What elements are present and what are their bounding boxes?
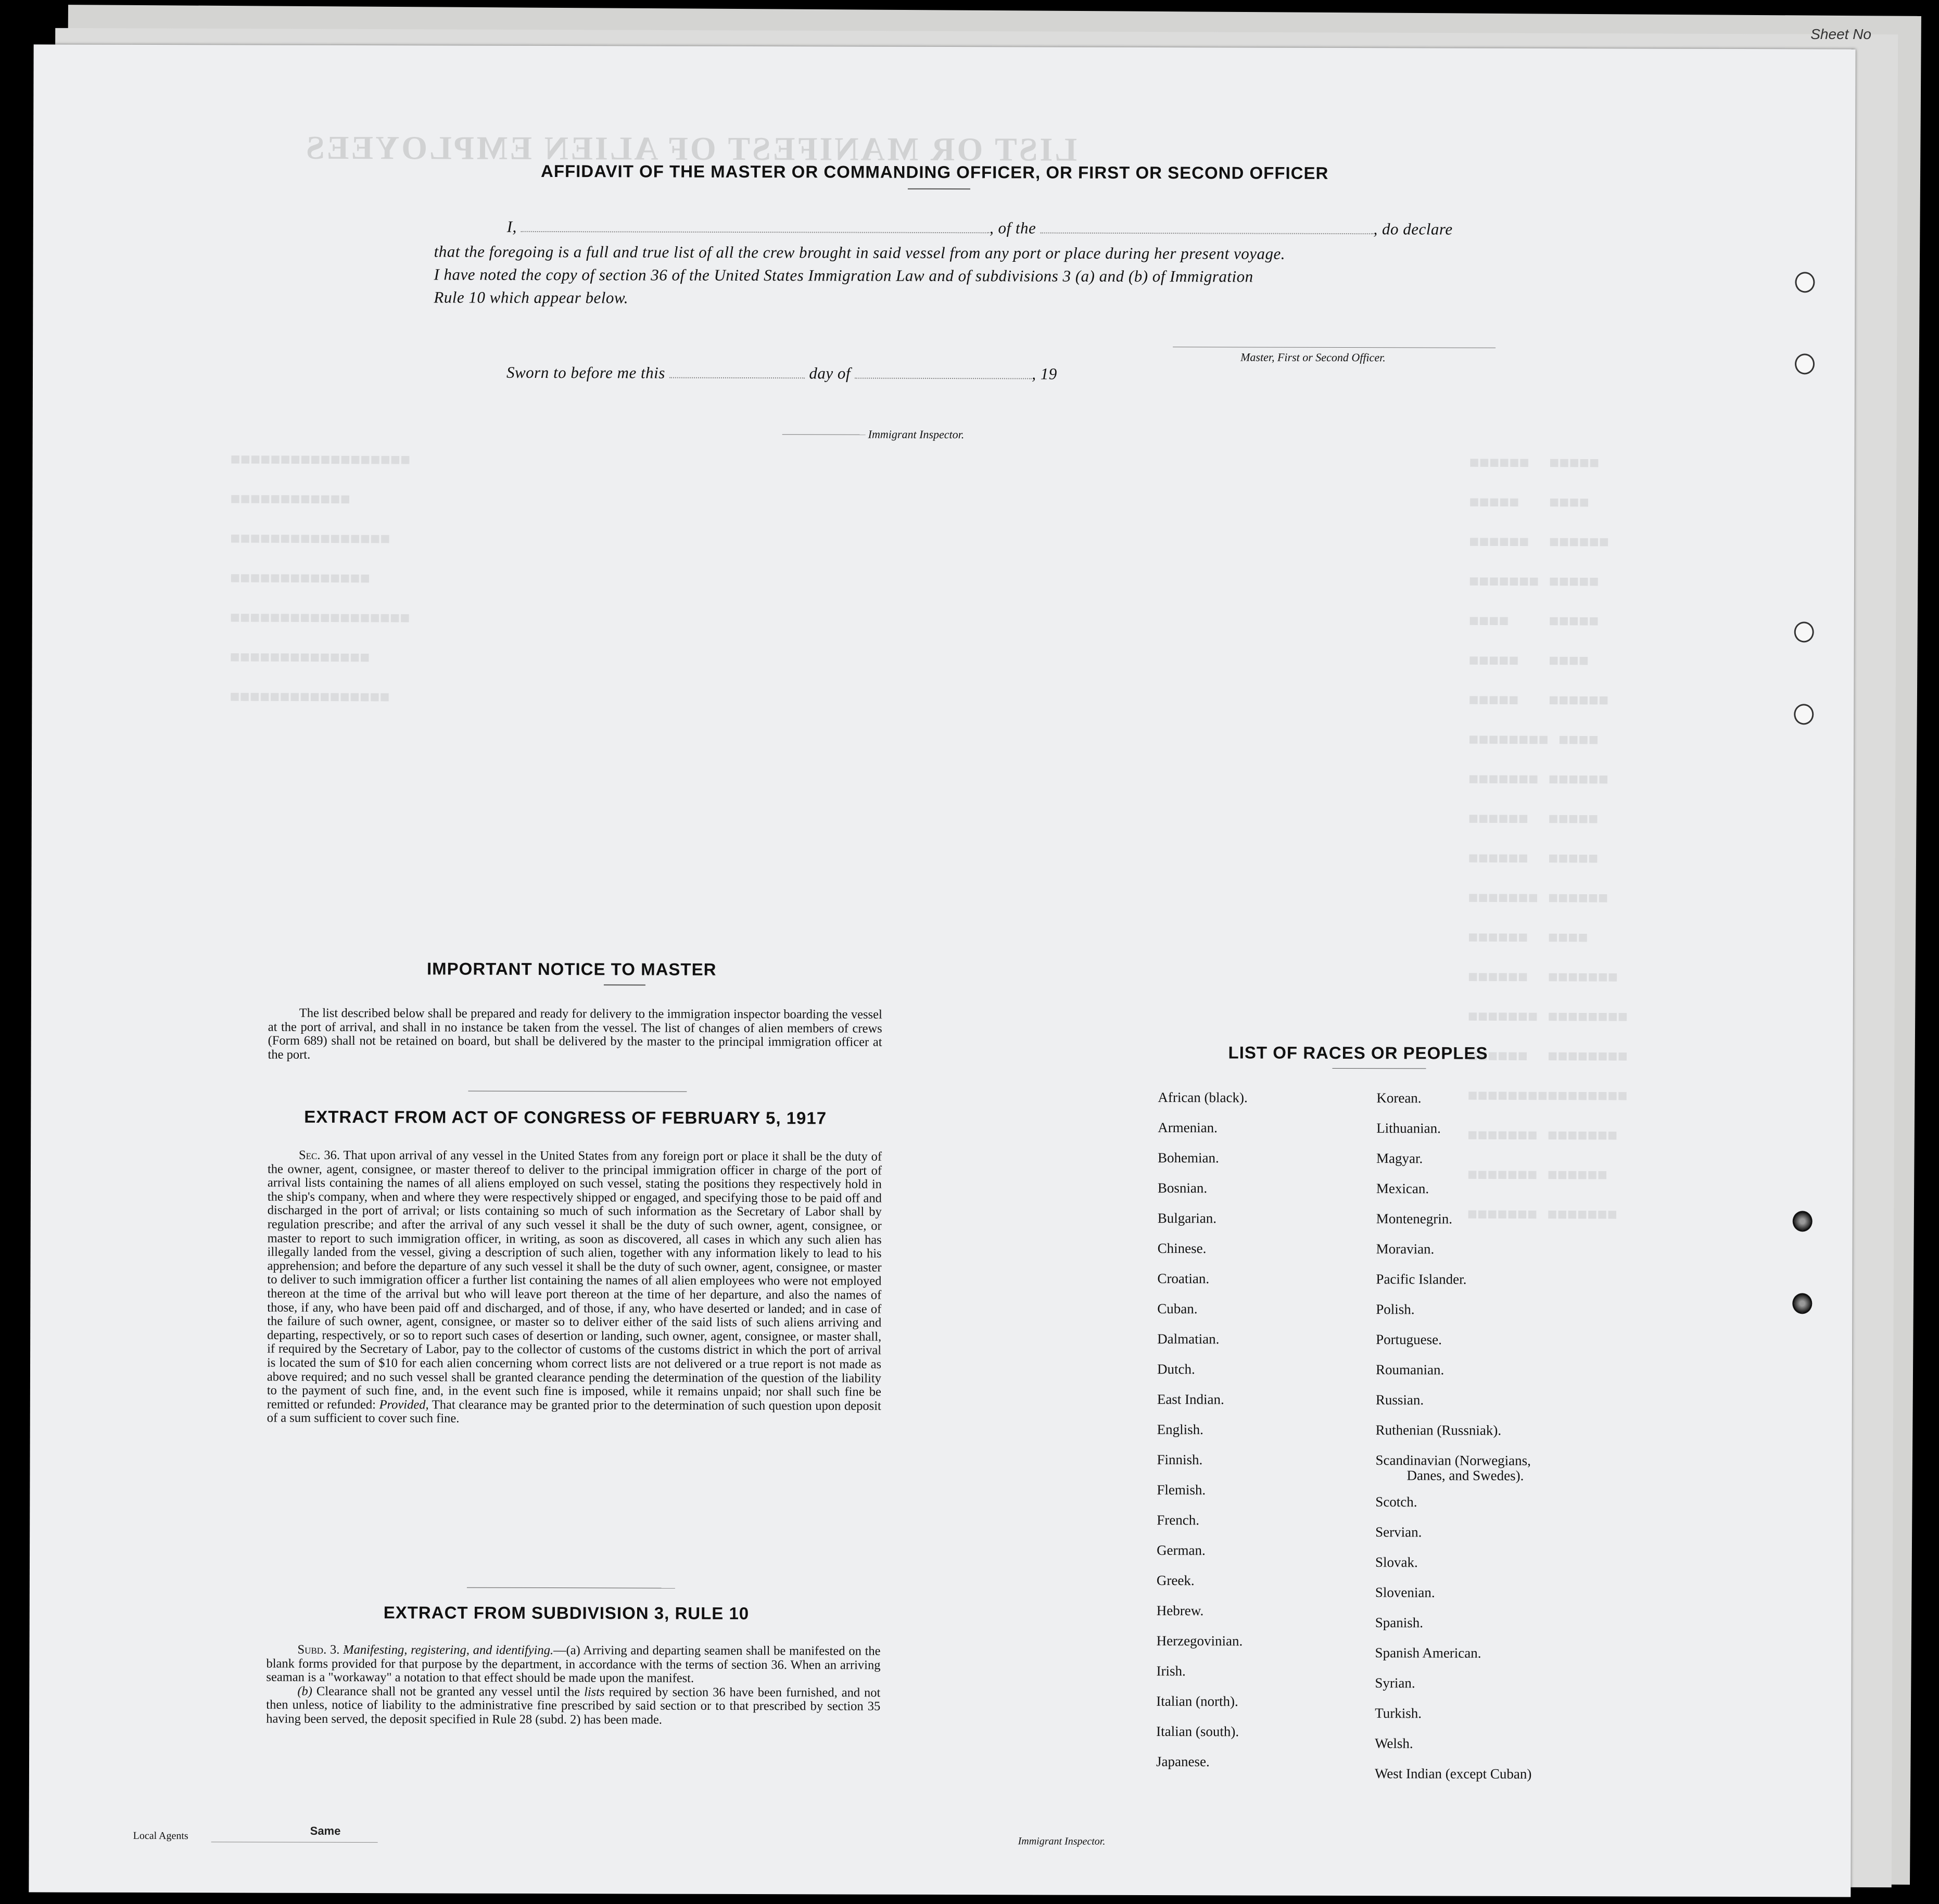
race-item: Moravian.: [1376, 1241, 1435, 1257]
race-item: Italian (north).: [1156, 1693, 1238, 1709]
section-label: Sec. 36.: [299, 1148, 340, 1162]
part-b-label: (b): [297, 1684, 312, 1698]
part-b-text-end: required by section 36 have been furnished, and not then unless, notice of liability to the administrative fine prescribed by said section or to that prescribed by section 35 having been served, the deposit specified in Rule 28 (subd. 2) has been made.: [266, 1685, 881, 1727]
subd-title: Manifesting, registering, and identifying.: [343, 1642, 554, 1658]
race-item: Montenegrin.: [1376, 1211, 1453, 1227]
sheet-number: Sheet No: [1810, 26, 1871, 42]
local-agents-value: Same: [310, 1824, 341, 1837]
vessel-name-field[interactable]: [1041, 221, 1374, 234]
race-item: Magyar.: [1376, 1150, 1423, 1166]
show-through-column: ■■■■■■■■■■■■■■■■■■ ■■■■■■■■■■■■ ■■■■■■■■■■■■■■■■ ■■■■■■■■■■■■■■ ■■■■■■■■■■■■■■■■■■ ■■■■■■■■■■■■■■ ■■■■■■■■■■■■■■■■: [230, 450, 411, 708]
act-text-end: That clearance may be granted prior to the determination of such question upon deposit of a sum sufficient to cover such fine.: [267, 1398, 881, 1426]
race-item: Syrian.: [1375, 1675, 1415, 1691]
affidavit-line-4: Rule 10 which appear below.: [434, 288, 629, 307]
document-page: [29, 44, 1855, 1897]
part-a-label: —(a): [553, 1643, 580, 1658]
race-item: Spanish American.: [1375, 1645, 1481, 1661]
binder-hole: [1795, 353, 1815, 374]
race-item: Finnish.: [1157, 1452, 1203, 1468]
part-a-text: Arriving and departing seamen shall be manifested on the blank forms provided for that purpose by the department, in accordance with the terms of section 36. When an arriving seaman is a "workaway" a notation to that effect should be made upon the manifest.: [266, 1643, 881, 1685]
section-divider: [467, 1588, 675, 1589]
race-item: Bulgarian.: [1157, 1210, 1217, 1226]
race-item: Spanish.: [1375, 1615, 1424, 1631]
binder-hole: [1792, 1293, 1812, 1314]
vessel-label: , of the: [990, 219, 1036, 237]
binder-hole: [1795, 272, 1815, 293]
act-extract-paragraph: [267, 1149, 882, 1427]
notice-text: The list described below shall be prepared and ready for delivery to the immigration inspector boarding the vessel at the port of arrival, and shall in no instance be taken from the vessel. The list of changes of alien members of crews (Form 689) shall not be retained on board, but shall be delivered by the master to the principal immigration officer at the port.: [268, 1006, 882, 1062]
rule-extract-title: EXTRACT FROM SUBDIVISION 3, RULE 10: [383, 1603, 750, 1623]
affidavit-title: AFFIDAVIT OF THE MASTER OR COMMANDING OFFICER, OR FIRST OR SECOND OFFICER: [540, 161, 1329, 183]
race-item: Flemish.: [1157, 1482, 1206, 1498]
race-item: Cuban.: [1157, 1301, 1198, 1317]
binder-hole: [1794, 704, 1814, 725]
subd-label: Subd. 3.: [297, 1642, 340, 1657]
act-text: That upon arrival of any vessel in the United States from any foreign port or place it shall be the duty of the owner, agent, consignee, or master thereof to deliver to the principal immigration officer in charge of the port of arrival lists containing the names of all aliens employed on such vessel, stating the positions they respectively hold in the ship's company, when and where they were respectively shipped or engaged, and specifying those to be paid off and discharged in the port of arrival; or lists containing so much of such information as the Secretary of Labor shall by regulation prescribe; and after the arrival of any such vessel it shall be the duty of such owner, agent, consignee, or master to report to such immigration officer, in writing, as soon as discovered, all cases in which any such alien has illegally landed from the vessel, giving a description of such alien, together with any information likely to lead to his apprehension; and before the departure of any such vessel it shall be the duty of such owner, agent, consignee, or master to deliver to such immigration officer a further list containing the names of all alien employees who were not employed thereon at the time of the arrival but who will leave port thereon at the time of her departure, and also the names of those, if any, who have been paid off and discharged, and of those, if any, who have deserted or landed; and in case of the failure of such owner, agent, consignee, or master so to deliver either of the said lists of such aliens arriving and departing, respectively, or so to report such cases of desertion or landing, such owner, agent, consignee, or master shall, if required by the Secretary of Labor, pay to the collector of customs of the customs district in which the port of arrival is located the sum of $10 for each alien concerning whom correct lists are not delivered or a true report is not made as above required; and no such vessel shall be granted clearance pending the determination of the question of the liability to the payment of such fine, and, in the event such fine is imposed, while it remains unpaid; nor shall such fine be remitted or refunded:: [267, 1148, 882, 1412]
sworn-day-field[interactable]: [669, 366, 805, 379]
sworn-line: [506, 363, 1057, 384]
section-divider: [468, 1091, 687, 1092]
race-item: Slovak.: [1375, 1554, 1418, 1570]
race-item: Dalmatian.: [1157, 1331, 1220, 1347]
show-through-text: LIST OR MANIFEST OF ALIEN EMPLOYEES: [304, 129, 1078, 168]
provided-label: Provided,: [379, 1397, 429, 1412]
race-item: Lithuanian.: [1376, 1120, 1441, 1136]
race-item: African (black).: [1158, 1089, 1248, 1106]
master-signature-caption: Master, First or Second Officer.: [1240, 350, 1386, 364]
act-extract-title: EXTRACT FROM ACT OF CONGRESS OF FEBRUARY 5, 1917: [304, 1107, 827, 1128]
year-label: , 19: [1032, 364, 1057, 383]
race-item: Russian.: [1375, 1392, 1424, 1408]
footer-inspector-caption: Immigrant Inspector.: [1018, 1835, 1106, 1847]
races-column-1: [1156, 1082, 1248, 1776]
inspector-signature-line[interactable]: [782, 434, 866, 435]
race-item: Servian.: [1375, 1524, 1422, 1540]
race-item: Japanese.: [1156, 1754, 1210, 1770]
race-item: German.: [1157, 1542, 1206, 1558]
affidavit-line-1: [507, 218, 1453, 239]
affidavit-line-2: that the foregoing is a full and true list of all the crew brought in said vessel from any port or place during her present voyage.: [434, 242, 1286, 263]
day-of-label: day of: [809, 364, 851, 383]
race-item: Armenian.: [1158, 1120, 1218, 1136]
race-item: English.: [1157, 1421, 1203, 1438]
race-item: Hebrew.: [1156, 1603, 1204, 1619]
notice-title: IMPORTANT NOTICE TO MASTER: [426, 959, 717, 979]
sworn-label: Sworn to before me this: [506, 363, 665, 382]
race-item: Greek.: [1156, 1572, 1195, 1589]
race-item: Polish.: [1376, 1301, 1415, 1317]
notice-paragraph: [268, 1007, 882, 1063]
rule-extract-paragraph: [266, 1643, 880, 1728]
race-item: Scotch.: [1375, 1494, 1417, 1510]
race-item: Roumanian.: [1375, 1362, 1444, 1378]
title-underline: [1333, 1068, 1426, 1069]
race-item: Ruthenian (Russniak).: [1375, 1422, 1502, 1438]
races-column-2: [1375, 1083, 1534, 1789]
race-item: Herzegovinian.: [1156, 1633, 1243, 1649]
title-underline: [908, 188, 970, 189]
local-agents-label: Local Agents: [133, 1830, 188, 1842]
race-item: Scandinavian (Norwegians,: [1375, 1452, 1531, 1468]
race-item: Chinese.: [1157, 1240, 1207, 1256]
race-item: Portuguese.: [1376, 1331, 1442, 1348]
race-item: Korean.: [1376, 1090, 1422, 1106]
local-agents-line: [211, 1842, 378, 1843]
race-item: Bohemian.: [1158, 1150, 1219, 1166]
binder-hole: [1793, 1211, 1813, 1232]
sworn-month-field[interactable]: [855, 366, 1032, 379]
race-item: Croatian.: [1157, 1271, 1210, 1287]
part-b-lists: lists: [584, 1684, 605, 1699]
race-item: Welsh.: [1375, 1735, 1413, 1751]
race-item: Dutch.: [1157, 1361, 1195, 1377]
race-item: Italian (south).: [1156, 1723, 1239, 1740]
race-item: Pacific Islander.: [1376, 1271, 1467, 1287]
master-signature-line[interactable]: [1173, 347, 1496, 348]
race-item: French.: [1157, 1512, 1200, 1528]
declarant-name-field[interactable]: [521, 220, 990, 233]
race-item: Turkish.: [1375, 1705, 1422, 1721]
declarant-label: I,: [506, 217, 517, 236]
binder-hole: [1794, 621, 1814, 642]
race-item: Irish.: [1156, 1663, 1186, 1679]
inspector-signature-caption: Immigrant Inspector.: [868, 427, 965, 441]
show-through-column: ■■■■■■ ■■■■■ ■■■■■ ■■■■ ■■■■■■ ■■■■■■ ■■■■■■■ ■■■■■ ■■■■ ■■■■■ ■■■■■ ■■■■ ■■■■■ ■■■■■■ ■■■■■■■■ ■■■■ ■■■■■■■ ■■■■■■ ■■■■■■ ■■■■■ ■■■■■■ ■■■■■ ■■■■■■■ ■■■■■■ ■■■■■■ ■■■■ ■■■■■■ ■■■■■■■ ■■■■■■■ ■■■■■■■■ ■■■■■■ ■■■■■■■■ ■■■■■■■■■■■■■■■■ ■■■■■■■ ■■■■■■■ ■■■■■■■ ■■■■■■ ■■■■■■■ ■■■■■■■: [1467, 453, 1628, 1225]
races-title: LIST OF RACES OR PEOPLES: [1228, 1043, 1488, 1063]
race-item: Slovenian.: [1375, 1584, 1435, 1601]
part-b-text: Clearance shall not be granted any vessel until the: [316, 1684, 580, 1699]
declare-label: , do declare: [1373, 220, 1453, 238]
affidavit-line-3: I have noted the copy of section 36 of the United States Immigration Law and of subdivisions 3 (a) and (b) of Immigration: [434, 265, 1253, 286]
race-item: East Indian.: [1157, 1391, 1224, 1407]
race-item: Bosnian.: [1157, 1180, 1208, 1196]
title-underline: [604, 984, 645, 985]
race-item: Danes, and Swedes).: [1406, 1467, 1524, 1483]
race-item: Mexican.: [1376, 1181, 1429, 1197]
race-item: West Indian (except Cuban): [1374, 1766, 1532, 1782]
